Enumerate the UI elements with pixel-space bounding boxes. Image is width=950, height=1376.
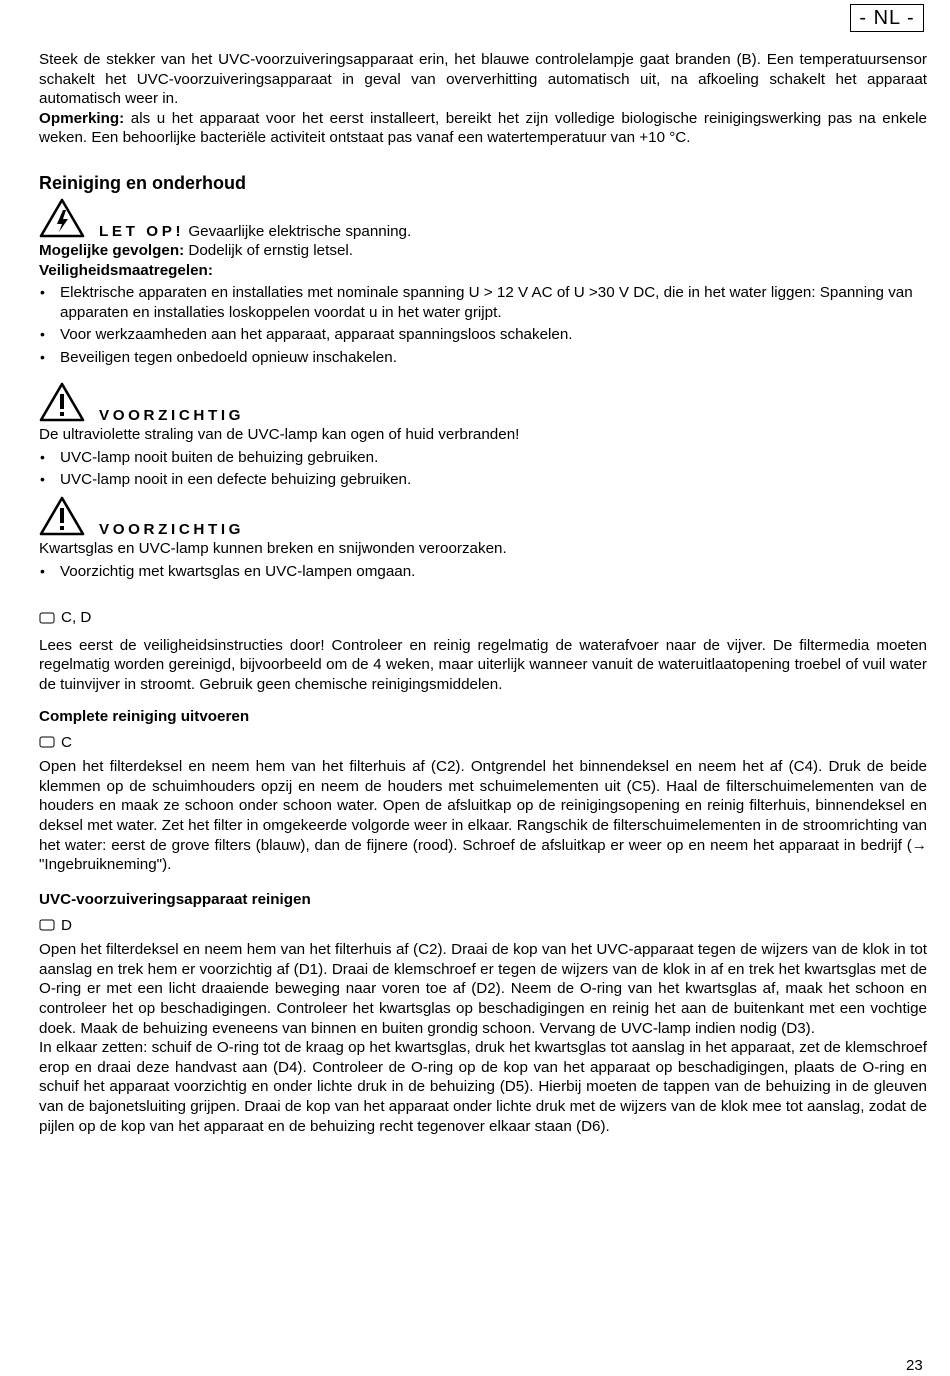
caution-header: [39, 496, 927, 539]
uvc-paragraph-1: Open het filterdeksel en neem hem van het filterhuis af (C2). Draai de kop van het UVC-apparaat tegen de wijzers van de klok in tot aanslag en trek hem er voorzichtig af (D1). Draai de klemschroef er tegen de wijzers van de klok in af en trek het kwartsglas met de O-ring er met een licht draaiende beweging naar voren toe af (D2). Neem de O-ring van het kwartsglas af, maak het schoon en controleer het op beschadigingen. Controleer het kwartsglas op beschadigingen en reinig het aan de buitenkant met een vochtige doek. Maak de behuizing eveneens van binnen en buiten grondig schoon. Vervang de UVC-lamp indien nodig (D3).: [39, 941, 927, 1037]
intro-block: [39, 50, 927, 148]
subsection-title: UVC-voorzuiveringsapparaat reinigen: [39, 891, 311, 908]
list-item: • UVC-lamp nooit buiten de behuizing gebruiken.: [39, 448, 927, 468]
complete-cleaning: [39, 707, 927, 875]
figure-book-icon: [39, 919, 55, 931]
figure-label: D: [61, 916, 72, 934]
figure-label: C: [61, 733, 72, 751]
complete-paragraph: Open het filterdeksel en neem hem van het filterhuis af (C2). Ontgrendel het binnendeksel en neem het af (C4). Druk de beide klemmen op de schuimhouders opzij en neem de houders met schuimelementen uit (C5). Haal de filterschuimelementen van de houders en maak ze schoon onder schoon water. Open de afsluitkap op de reinigingsopening en reinig filterhuis, binnendeksel en deksel met water. Zet het filter in omgekeerde volgorde weer in elkaar. Rangschik de filterschuimelementen in de stroomrichting van het water: eerst de grove filters (blauw), dan de fijnere (rood). Schroef de afsluitkap er weer op en neem het apparaat in bedrijf (→ "Ingebruikneming").: [39, 758, 927, 874]
consequence-line: [39, 241, 927, 261]
note-label: Opmerking:: [39, 109, 125, 127]
figure-reference: [39, 733, 927, 753]
caution-word: VOORZICHTIG: [99, 407, 245, 425]
uvc-cleaning: [39, 890, 927, 1136]
warning-header: [39, 198, 927, 241]
warning-word: LET OP!: [99, 223, 185, 241]
figure-reference: [39, 916, 927, 936]
figure-reference: [39, 608, 927, 628]
section-title: Reiniging en onderhoud: [39, 173, 246, 193]
note-paragraph: [39, 109, 927, 148]
caution-uv: [39, 382, 927, 490]
general-cleaning: [39, 608, 927, 694]
uvc-paragraph-2: In elkaar zetten: schuif de O-ring tot de kraag op het kwartsglas, druk het kwartsglas tot aanslag in het apparaat, zet de klemschroef erop en draai deze handvast aan (D4). Controleer de O-ring op de kop van het apparaat op beschadigingen, plaats de O-ring en schuif het apparaat voorzichtig en onder lichte druk in de behuizing (D5). Hierbij moeten de tappen van de behuizing in de gleuven van de bajonetsluiting grijpen. Draai de kop van het apparaat onder lichte druk met de wijzers van de klok mee tot aanslag, zodat de pijlen op de kop van het apparaat en de behuizing recht tegenover elkaar staan (D6).: [39, 1039, 927, 1135]
caution-glass: [39, 496, 927, 581]
caution-header: [39, 382, 927, 425]
figure-book-icon: [39, 612, 55, 624]
electric-hazard-icon: [39, 198, 85, 238]
note-text: als u het apparaat voor het eerst installeert, bereikt het zijn volledige biologische reinigingswerking pas na enkele weken. Een behoorlijke bacteriële activiteit ontstaat pas vanaf een watertemperatuur van +10 °C.: [39, 109, 927, 147]
warning-triangle-icon: [39, 382, 85, 422]
list-item: • UVC-lamp nooit in een defecte behuizing gebruiken.: [39, 470, 927, 490]
list-item: • Voorzichtig met kwartsglas en UVC-lampen omgaan.: [39, 562, 927, 582]
language-tag: - NL -: [850, 4, 924, 32]
general-paragraph: Lees eerst de veiligheidsinstructies door! Controleer en reinig regelmatig de waterafvoer naar de vijver. De filtermedia moeten regelmatig worden gereinigd, bijvoorbeeld om de 4 weken, maar uiterlijk wanneer vanuit de wateruitlaatopening troebel of vuil water de tuinvijver in stroomt. Gebruik geen chemische reinigingsmiddelen.: [39, 636, 927, 693]
caution-text: Kwartsglas en UVC-lamp kunnen breken en snijwonden veroorzaken.: [39, 540, 507, 557]
measures-label: Veiligheidsmaatregelen:: [39, 261, 213, 279]
figure-label: C, D: [61, 609, 92, 626]
warning-electrical: [39, 198, 927, 368]
subsection-title: Complete reiniging uitvoeren: [39, 708, 250, 725]
caution-text: De ultraviolette straling van de UVC-lamp kan ogen of huid verbranden!: [39, 426, 520, 443]
page-number: 23: [906, 1357, 923, 1374]
intro-paragraph: Steek de stekker van het UVC-voorzuiveringsapparaat erin, het blauwe controlelampje gaat branden (B). Een temperatuursensor schakelt het UVC-voorzuiveringsapparaat in geval van oververhitting automatisch uit, na afkoeling schakelt het apparaat automatisch weer in.: [39, 51, 927, 108]
list-item: • Beveiligen tegen onbedoeld opnieuw inschakelen.: [39, 348, 927, 368]
consequence-label: Mogelijke gevolgen:: [39, 242, 185, 259]
consequence-text: Dodelijk of ernstig letsel.: [184, 242, 353, 259]
caution-word: VOORZICHTIG: [99, 521, 245, 539]
warning-triangle-icon: [39, 496, 85, 536]
figure-book-icon: [39, 736, 55, 748]
list-item: • Voor werkzaamheden aan het apparaat, apparaat spanningsloos schakelen.: [39, 325, 927, 345]
list-item: • Elektrische apparaten en installaties met nominale spanning U > 12 V AC of U >30 V DC, die in het water liggen: Spanning van apparaten en installaties loskoppelen voordat u in het water grijpt.: [39, 283, 927, 322]
warning-text: Gevaarlijke elektrische spanning.: [184, 223, 412, 241]
